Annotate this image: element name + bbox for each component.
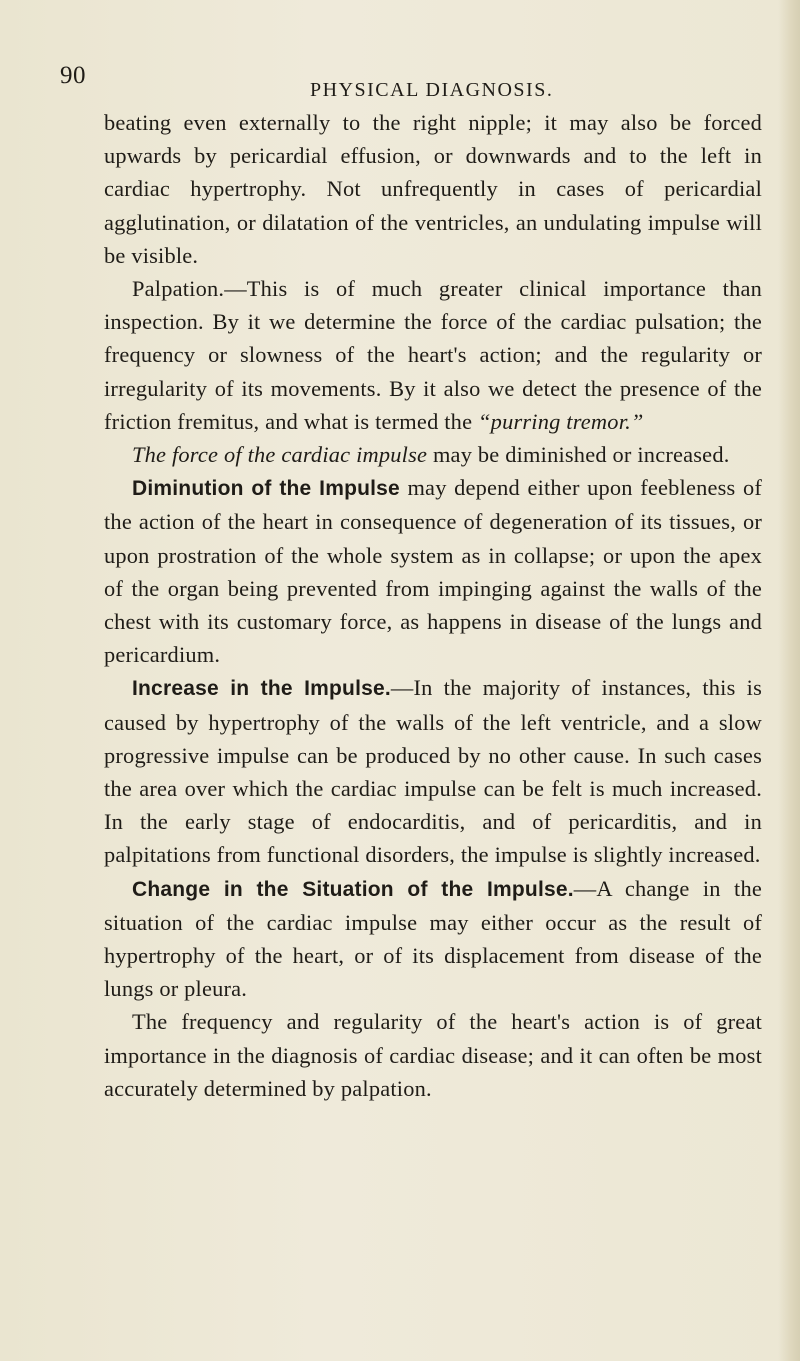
running-head: PHYSICAL DIAGNOSIS. [310, 79, 554, 101]
paragraph-force [104, 438, 762, 471]
paragraph-increase [104, 671, 762, 871]
paragraph-continuation [104, 106, 762, 272]
emphasis-purring-tremor: “purring tremor.” [478, 408, 644, 434]
page-edge-shadow [778, 0, 800, 1361]
section-heading-diminution: Diminution of the Impulse [132, 477, 400, 501]
italic-lead-force: The force of the cardiac impulse [132, 442, 428, 468]
section-heading-change: Change in the Situation of the Impulse. [132, 877, 574, 901]
page-header [60, 62, 760, 102]
paragraph-frequency [104, 1005, 762, 1105]
paragraph-text: may be diminished or increased. [427, 442, 730, 468]
paragraph-change [104, 872, 762, 1006]
section-heading-palpation: Palpation. [132, 276, 225, 302]
paragraph-text: The frequency and regularity of the heart's action is of great importance in the diagnosis of cardiac disease; and it can often be most accurately determined by palpation. [104, 1009, 762, 1101]
section-heading-increase: Increase in the Impulse. [132, 677, 391, 701]
paragraph-palpation [104, 272, 762, 438]
paragraph-text: —This is of much greater clinical importance than inspection. By it we determine the force of the cardiac pulsation; the frequency or slowness of the heart's action; and the regularity or irregularity of its movements. By it also we detect the presence of the friction fremitus, and what is termed the [104, 276, 762, 434]
paragraph-text: —In the majority of instances, this is caused by hypertrophy of the walls of the left ventricle, and a slow progressive impulse can be produced by no other cause. In such cases the area over which the cardiac impulse can be felt is much increased. In the early stage of endocarditis, and of pericarditis, and in palpitations from functional disorders, the impulse is slightly increased. [104, 675, 762, 868]
paragraph-text: may depend either upon feebleness of the action of the heart in consequence of degeneration of its tissues, or upon prostration of the whole system as in collapse; or upon the apex of the organ being prevented from impinging against the walls of the chest with its customary force, as happens in disease of the lungs and pericardium. [104, 475, 762, 668]
paragraph-diminution [104, 471, 762, 671]
paragraph-text: beating even externally to the right nipple; it may also be forced upwards by pericardial effusion, or downwards and to the left in cardiac hypertrophy. Not unfrequently in cases of pericardial agglutination, or dilatation of the ventricles, an undulating impulse will be visible. [104, 110, 762, 268]
page-number: 90 [60, 62, 86, 89]
paragraph-text: —A change in the situation of the cardiac impulse may either occur as the result of hypertrophy of the heart, or of its displacement from disease of the lungs or pleura. [104, 875, 762, 1002]
body-text [104, 106, 762, 1105]
